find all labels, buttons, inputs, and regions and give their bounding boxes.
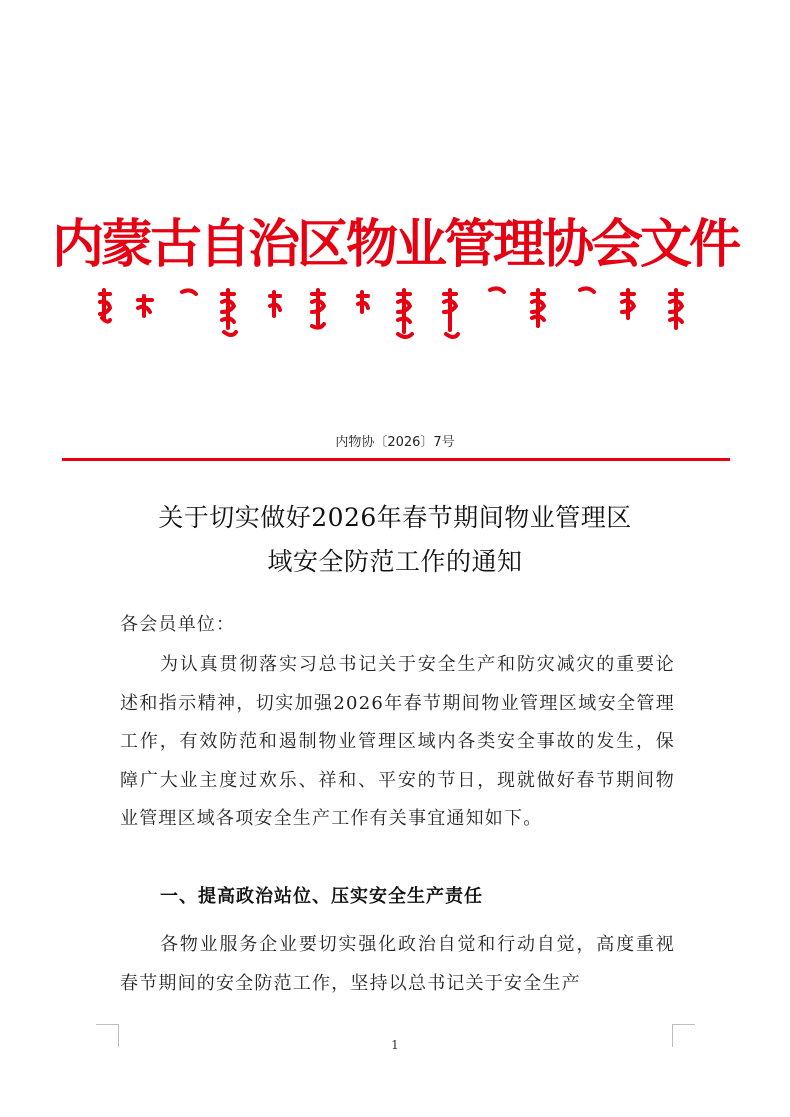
notice-title-line-1: 关于切实做好2026年春节期间物业管理区 (158, 503, 632, 532)
mongolian-word-10 (490, 288, 504, 292)
body-paragraph-1: 为认真贯彻落实习总书记关于安全生产和防灾减灾的重要论述和指示精神，切实加强2026年春节期间物业管理区域安全管理工作，有效防范和遏制物业管理区域内各类安全事故的发生，保障广大业主度过欢乐、祥和、平安的节日，现就做好春节期间物业管理区域各项安全生产工作有关事宜通知如下。 (120, 654, 675, 830)
mongolian-word-5 (270, 292, 280, 316)
mongolian-word-2 (138, 296, 152, 316)
mongolian-word-9 (444, 290, 458, 337)
mongolian-word-8 (398, 290, 412, 337)
notice-title (100, 496, 690, 584)
notice-title-line-2: 域安全防范工作的通知 (267, 547, 523, 576)
mongolian-word-1 (100, 290, 110, 322)
mongolian-word-7 (358, 292, 368, 312)
mongolian-word-11 (532, 290, 544, 326)
mongolian-word-3 (182, 290, 196, 294)
red-divider-line (62, 458, 730, 461)
mongolian-word-12 (580, 288, 594, 292)
salutation: 各会员单位： (120, 614, 236, 635)
section-heading-1: 一、提高政治站位、压实安全生产责任 (160, 886, 483, 907)
mongolian-word-6 (312, 290, 324, 328)
body-paragraph-2: 各物业服务企业要切实强化政治自觉和行动自觉，高度重视春节期间的安全防范工作，坚持以总书记关于安全生产 (120, 934, 675, 994)
org-header-title: 内蒙古自治区物业管理协会文件 (51, 214, 738, 275)
page-number: 1 (391, 1038, 399, 1052)
mongolian-word-4 (222, 290, 236, 335)
mongolian-word-13 (622, 290, 634, 318)
mongolian-word-14 (670, 290, 682, 328)
mongolian-script-header (88, 282, 708, 352)
document-number: 内物协〔2026〕7号 (335, 435, 455, 450)
